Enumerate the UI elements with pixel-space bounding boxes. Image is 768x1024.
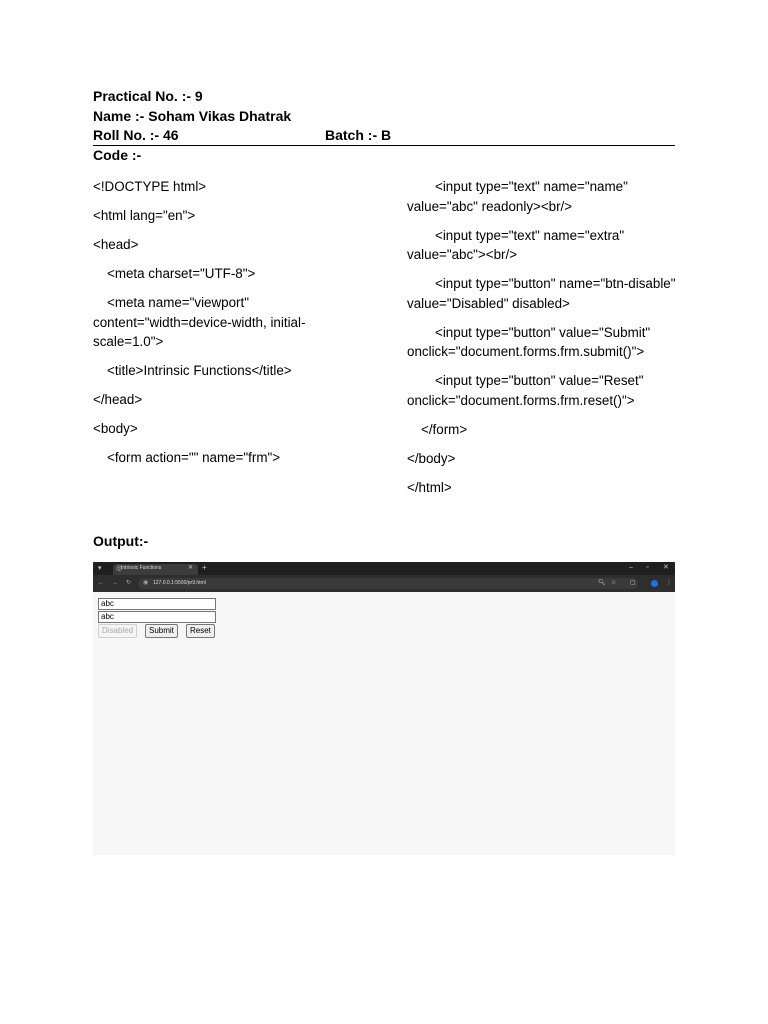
code-column-left [93, 177, 343, 477]
extensions-icon[interactable]: ▢ [630, 580, 636, 586]
code-line: <input type="button" value="Submit" onclick="document.forms.frm.submit()"> [407, 324, 651, 359]
code-line: </form> [421, 421, 468, 437]
code-line: </body> [407, 450, 456, 466]
browser-tab-bar [93, 562, 675, 575]
batch: Batch :- B [325, 127, 392, 143]
code-label: Code :- [93, 147, 142, 163]
header-divider [93, 145, 675, 146]
document-header [93, 87, 675, 146]
reload-icon[interactable]: ↻ [126, 580, 132, 586]
output-label: Output:- [93, 533, 149, 549]
extra-input[interactable]: abc [98, 611, 216, 623]
minimize-icon[interactable]: – [629, 564, 633, 571]
roll-number: Roll No. :- 46 [93, 127, 179, 143]
code-line: <meta charset="UTF-8"> [107, 266, 256, 281]
code-line: <input type="text" name="extra" value="abc"><br/> [407, 227, 625, 262]
submit-button[interactable]: Submit [145, 624, 178, 638]
restore-icon[interactable]: ▫ [646, 564, 649, 571]
code-column-right [407, 177, 677, 507]
roll-batch-line [93, 126, 675, 146]
bookmark-star-icon[interactable]: ☆ [611, 580, 617, 586]
tab-title: Intrinsic Functions [121, 565, 162, 571]
browser-screenshot [93, 562, 675, 855]
code-line: <html lang="en"> [93, 208, 196, 223]
code-line: <!DOCTYPE html> [93, 179, 207, 194]
code-line: <body> [93, 421, 138, 436]
code-line: <form action="" name="frm"> [107, 450, 281, 465]
student-name: Name :- Soham Vikas Dhatrak [93, 107, 292, 124]
tab-close-icon[interactable]: ✕ [188, 565, 194, 571]
code-line: <input type="button" value="Reset" onclick="document.forms.frm.reset()"> [407, 373, 644, 408]
browser-toolbar [93, 575, 675, 592]
zoom-icon[interactable]: 🔍︎ [598, 580, 606, 586]
site-info-icon[interactable]: ◉ [143, 580, 149, 586]
code-line: <input type="text" name="name" value="abc" readonly><br/> [407, 179, 628, 214]
forward-icon[interactable]: → [112, 580, 118, 586]
code-line: <meta name="viewport" content="width=device-width, initial-scale=1.0"> [93, 295, 306, 349]
window-close-icon[interactable]: ✕ [663, 564, 669, 571]
tab-favicon-icon: ◎ [116, 565, 123, 572]
code-line: <input type="button" name="btn-disable" value="Disabled" disabled> [407, 276, 676, 311]
menu-kebab-icon[interactable]: ⋮ [666, 580, 672, 586]
page-viewport [93, 592, 675, 855]
practical-number: Practical No. :- 9 [93, 88, 203, 104]
back-icon[interactable]: ← [98, 580, 104, 586]
code-line: <head> [93, 237, 139, 252]
url-text[interactable]: 127.0.0.1:5500/pr9.html [153, 580, 206, 586]
profile-avatar-icon[interactable] [651, 580, 658, 587]
code-line: <title>Intrinsic Functions</title> [107, 363, 292, 378]
tab-search-icon[interactable]: ▾ [98, 565, 102, 572]
reset-button[interactable]: Reset [186, 624, 215, 638]
new-tab-icon[interactable]: + [202, 563, 207, 572]
code-line: </html> [407, 479, 452, 495]
readonly-name-input[interactable]: abc [98, 598, 216, 610]
disabled-button: Disabled [98, 624, 137, 638]
code-line: </head> [93, 392, 143, 407]
address-bar[interactable] [138, 578, 638, 589]
